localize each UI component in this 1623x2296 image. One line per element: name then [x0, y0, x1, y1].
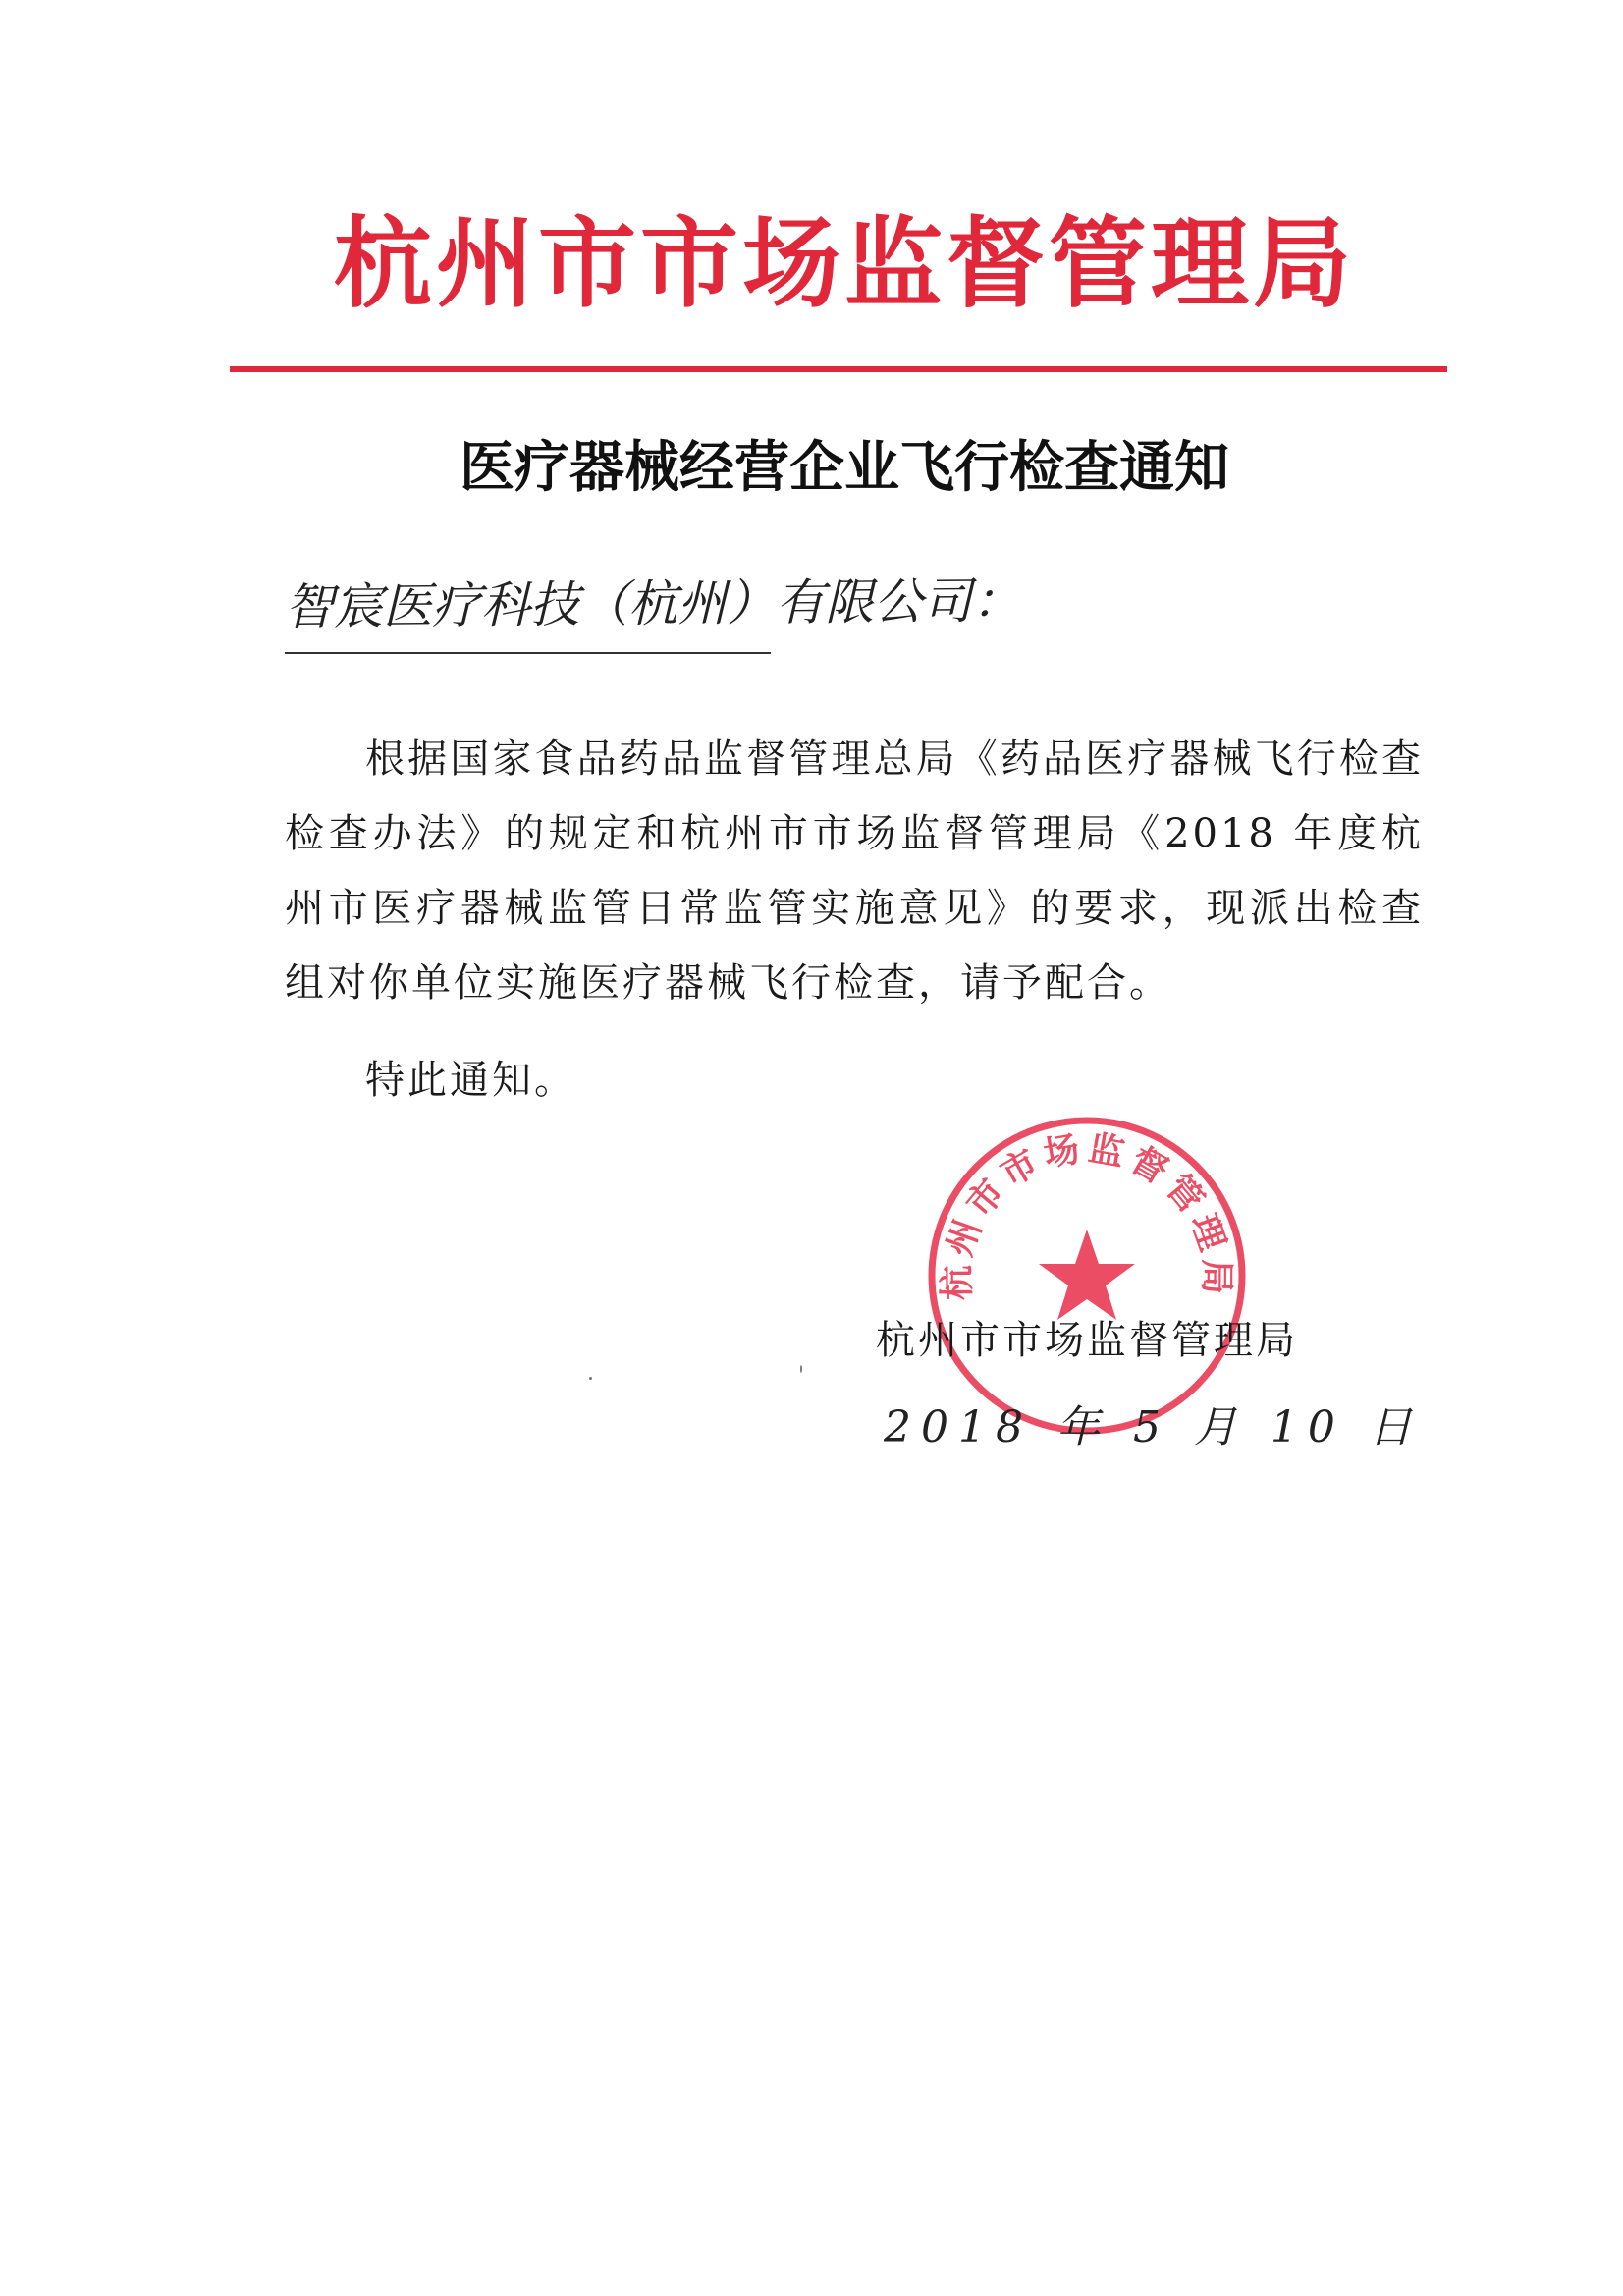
agency-header: 杭州市市场监督管理局	[334, 205, 1355, 321]
issuer-name: 杭州市市场监督管理局	[876, 1318, 1298, 1363]
issue-date: 2018 年 5 月 10 日	[884, 1402, 1422, 1452]
addressee: 智宸医疗科技（杭州）有限公司：	[284, 572, 1022, 636]
closing-line: 特此通知。	[365, 1058, 576, 1103]
scan-speck	[800, 1365, 802, 1373]
document-title: 医疗器械经营企业飞行检查通知	[460, 435, 1229, 500]
seal-text: 杭州市市场监督管理局	[936, 1127, 1238, 1301]
body-paragraph: 根据国家食品药品监督管理总局《药品医疗器械飞行检查检查办法》的规定和杭州市市场监督管理局《2018 年度杭州市医疗器械监管日常监管实施意见》的要求，现派出检查组对你单位实施医疗器械飞行检查，请予配合。	[285, 737, 1424, 1006]
seal-star-icon	[1039, 1230, 1135, 1320]
header-red-rule	[230, 366, 1447, 372]
scan-speck	[589, 1377, 592, 1380]
addressee-underline	[285, 652, 771, 654]
official-seal	[925, 1114, 1249, 1438]
